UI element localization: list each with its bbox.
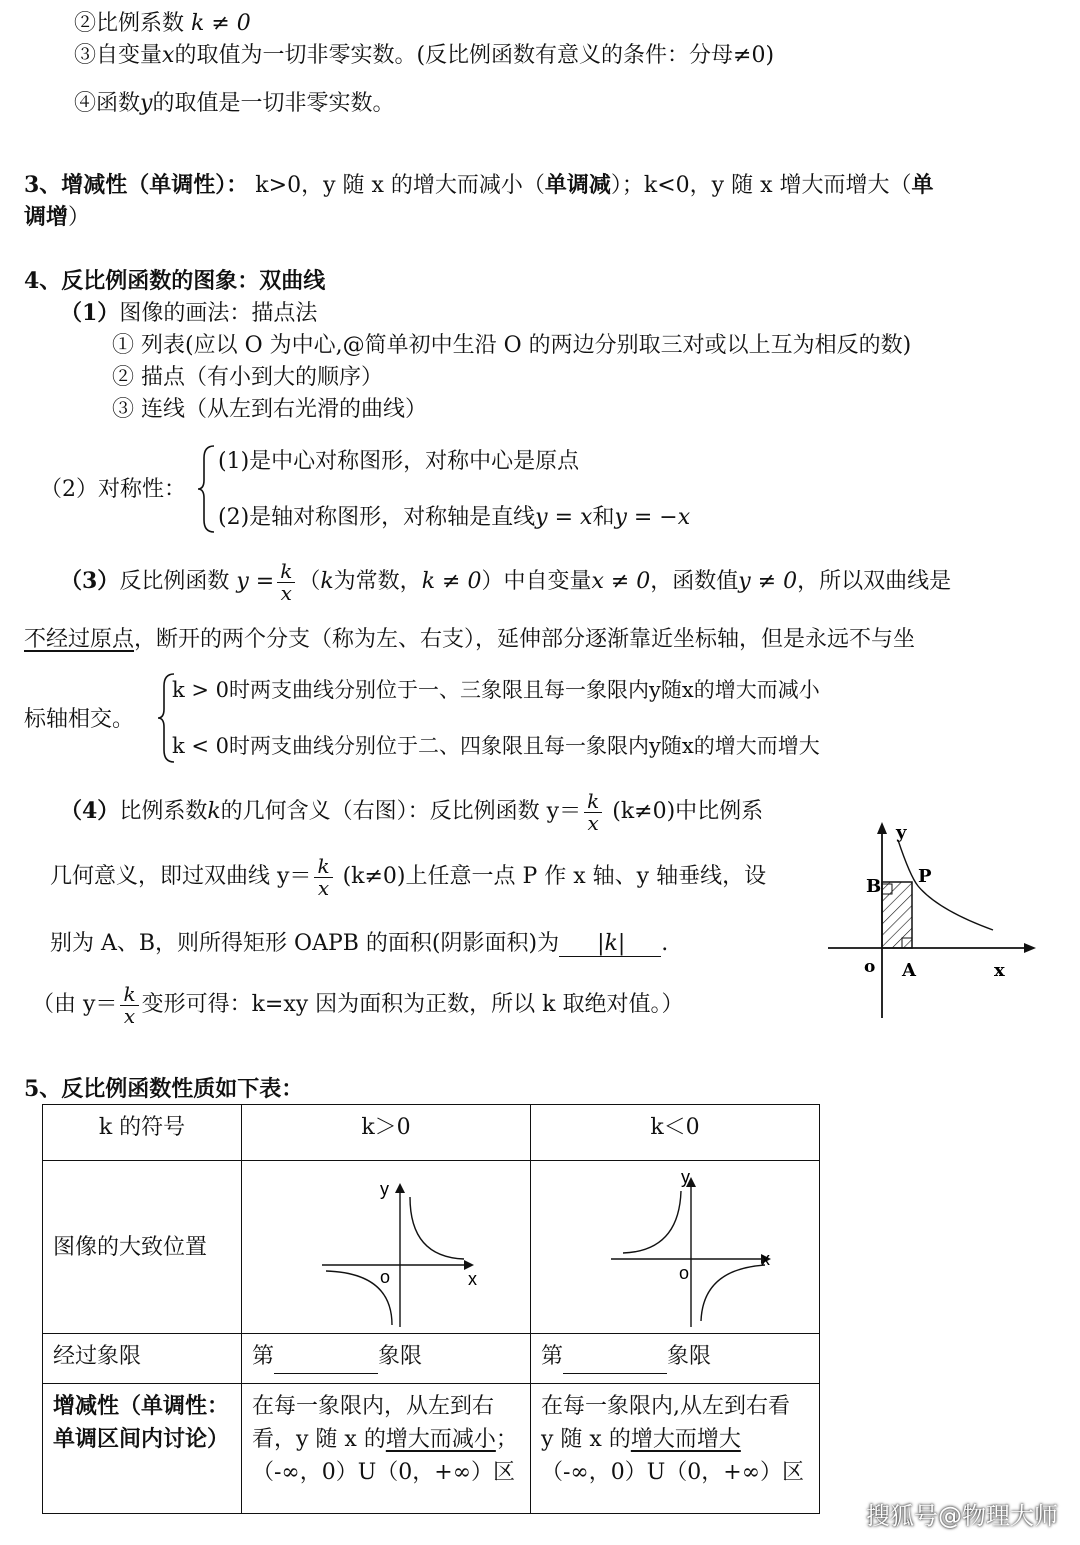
row-quadrant-label: 经过象限: [53, 1344, 142, 1369]
symmetry-brace: [196, 444, 218, 534]
fraction-k-over-x: $\frac{k}{x}$: [277, 561, 295, 604]
p3-line2: 不经过原点，断开的两个分支（称为左、右支），延伸部分逐渐靠近坐标轴，但是永远不与坐: [24, 627, 916, 652]
header-k-negative: k＜0: [650, 1115, 700, 1140]
p4-line2: 几何意义，即过双曲线 y＝ $\frac{k}{x}$ (k≠0)上任意一点 P 作 x 轴、y 轴垂线，设: [50, 853, 767, 900]
p3-line1: （3）反比例函数 y = $\frac{k}{x}$ （k为常数，k ≠ 0）中自变量x ≠ 0，函数值y ≠ 0，所以双曲线是: [60, 558, 952, 605]
y-axis-arrow: [877, 822, 887, 834]
table-row: [43, 1384, 820, 1514]
x-label: x: [994, 960, 1005, 981]
row-mono-label: 增减性（单调性：单调区间内讨论）: [53, 1393, 230, 1452]
case-k-negative: k < 0时两支曲线分别位于二、四象限且每一象限内y随x的增大而增大: [172, 734, 820, 758]
table-row: [43, 1334, 820, 1384]
origin-label: o: [380, 1267, 391, 1287]
answer-blank[interactable]: [274, 1340, 378, 1374]
case-k-positive: k > 0时两支曲线分别位于一、三象限且每一象限内y随x的增大而减小: [172, 678, 820, 702]
p3-line3: 标轴相交。: [24, 707, 135, 732]
math-k-neq-0: k ≠ 0: [191, 11, 251, 36]
x-label: x: [468, 1269, 477, 1289]
p4-line1: （4）比例系数k的几何含义（右图）：反比例函数 y＝ $\frac{k}{x}$ (k≠0)中比例系: [60, 788, 764, 835]
header-k-sign: k 的符号: [98, 1115, 186, 1140]
x-axis-arrow: [1024, 943, 1036, 953]
step-1: ① 列表(应以 O 为中心,@简单初中生沿 O 的两边分别取三对或以上互为相反的数): [112, 333, 912, 358]
graph-k-positive: [242, 1161, 530, 1327]
p4-line4: （由 y＝ $\frac{k}{x}$ 变形可得：k=xy 因为面积为正数，所以 k 取绝对值。）: [32, 981, 684, 1028]
fraction-k-over-x: $\frac{k}{x}$: [314, 856, 332, 899]
point-p-label: P: [918, 866, 932, 887]
k-geometry-figure: [818, 818, 1048, 1028]
symmetry-1: (1)是中心对称图形，对称中心是原点: [218, 449, 580, 474]
fraction-k-over-x: $\frac{k}{x}$: [120, 984, 138, 1027]
section4-heading: 4、反比例函数的图象：双曲线: [24, 268, 326, 294]
watermark: 搜狐号@物理大师: [866, 1502, 1058, 1530]
quadrant-k-negative: 第 象限: [531, 1334, 819, 1380]
header-k-positive: k＞0: [361, 1115, 411, 1140]
row-graph-label: 图像的大致位置: [53, 1234, 208, 1260]
item-2: ②比例系数 k ≠ 0: [74, 11, 251, 36]
y-label: y: [380, 1179, 389, 1199]
symmetry-2: (2)是轴对称图形，对称轴是直线y = x和y = −x: [218, 505, 691, 530]
fraction-k-over-x: $\frac{k}{x}$: [584, 791, 602, 834]
step-2: ② 描点（有小到大的顺序）: [112, 365, 383, 390]
origin-label: o: [679, 1263, 690, 1283]
table-row: [43, 1161, 820, 1334]
section3-line1: 3、增减性（单调性）： k>0，y 随 x 的增大而减小（单调减）；k<0，y 随 x 增大而增大（单: [24, 172, 934, 198]
item-4: ④函数y的取值是一切非零实数。: [74, 91, 395, 116]
mono-k-negative: 在每一象限内,从左到右看 y 随 x 的增大而增大 （-∞，0）U（0，+∞）区: [541, 1394, 805, 1485]
x-label: x: [761, 1249, 770, 1269]
item-3: ③自变量x的取值为一切非零实数。(反比例函数有意义的条件：分母≠0): [74, 43, 775, 68]
section4-sub1: （1）图像的画法：描点法: [60, 300, 318, 326]
step-3: ③ 连线（从左到右光滑的曲线）: [112, 397, 427, 422]
section3-heading: 3、增减性（单调性）：: [24, 172, 249, 198]
quadrant-k-positive: 第 象限: [242, 1334, 530, 1380]
origin-label: o: [864, 957, 876, 977]
table-row: [43, 1105, 820, 1161]
y-label: y: [681, 1167, 690, 1187]
section3-line2: 调增）: [24, 204, 91, 230]
hyperbola-branch-q2: [623, 1191, 681, 1253]
hyperbola-branch-q4: [701, 1265, 765, 1321]
y-axis-arrow: [395, 1183, 405, 1193]
p4-line3: 别为 A、B，则所得矩形 OAPB 的面积(阴影面积)为 |k| .: [50, 931, 669, 956]
section5-heading: 5、反比例函数性质如下表：: [24, 1076, 304, 1102]
properties-table: [42, 1104, 820, 1514]
answer-blank[interactable]: [563, 1340, 667, 1374]
graph-k-negative: [531, 1161, 819, 1327]
mono-k-positive: 在每一象限内，从左到右看，y 随 x 的增大而减小； （-∞，0）U（0，+∞）区: [252, 1394, 518, 1485]
y-label: y: [896, 822, 907, 843]
hyperbola-branch-q1: [410, 1197, 464, 1259]
point-b-label: B: [866, 876, 882, 897]
symmetry-label: （2）对称性：: [40, 477, 186, 502]
point-a-label: A: [902, 960, 916, 981]
